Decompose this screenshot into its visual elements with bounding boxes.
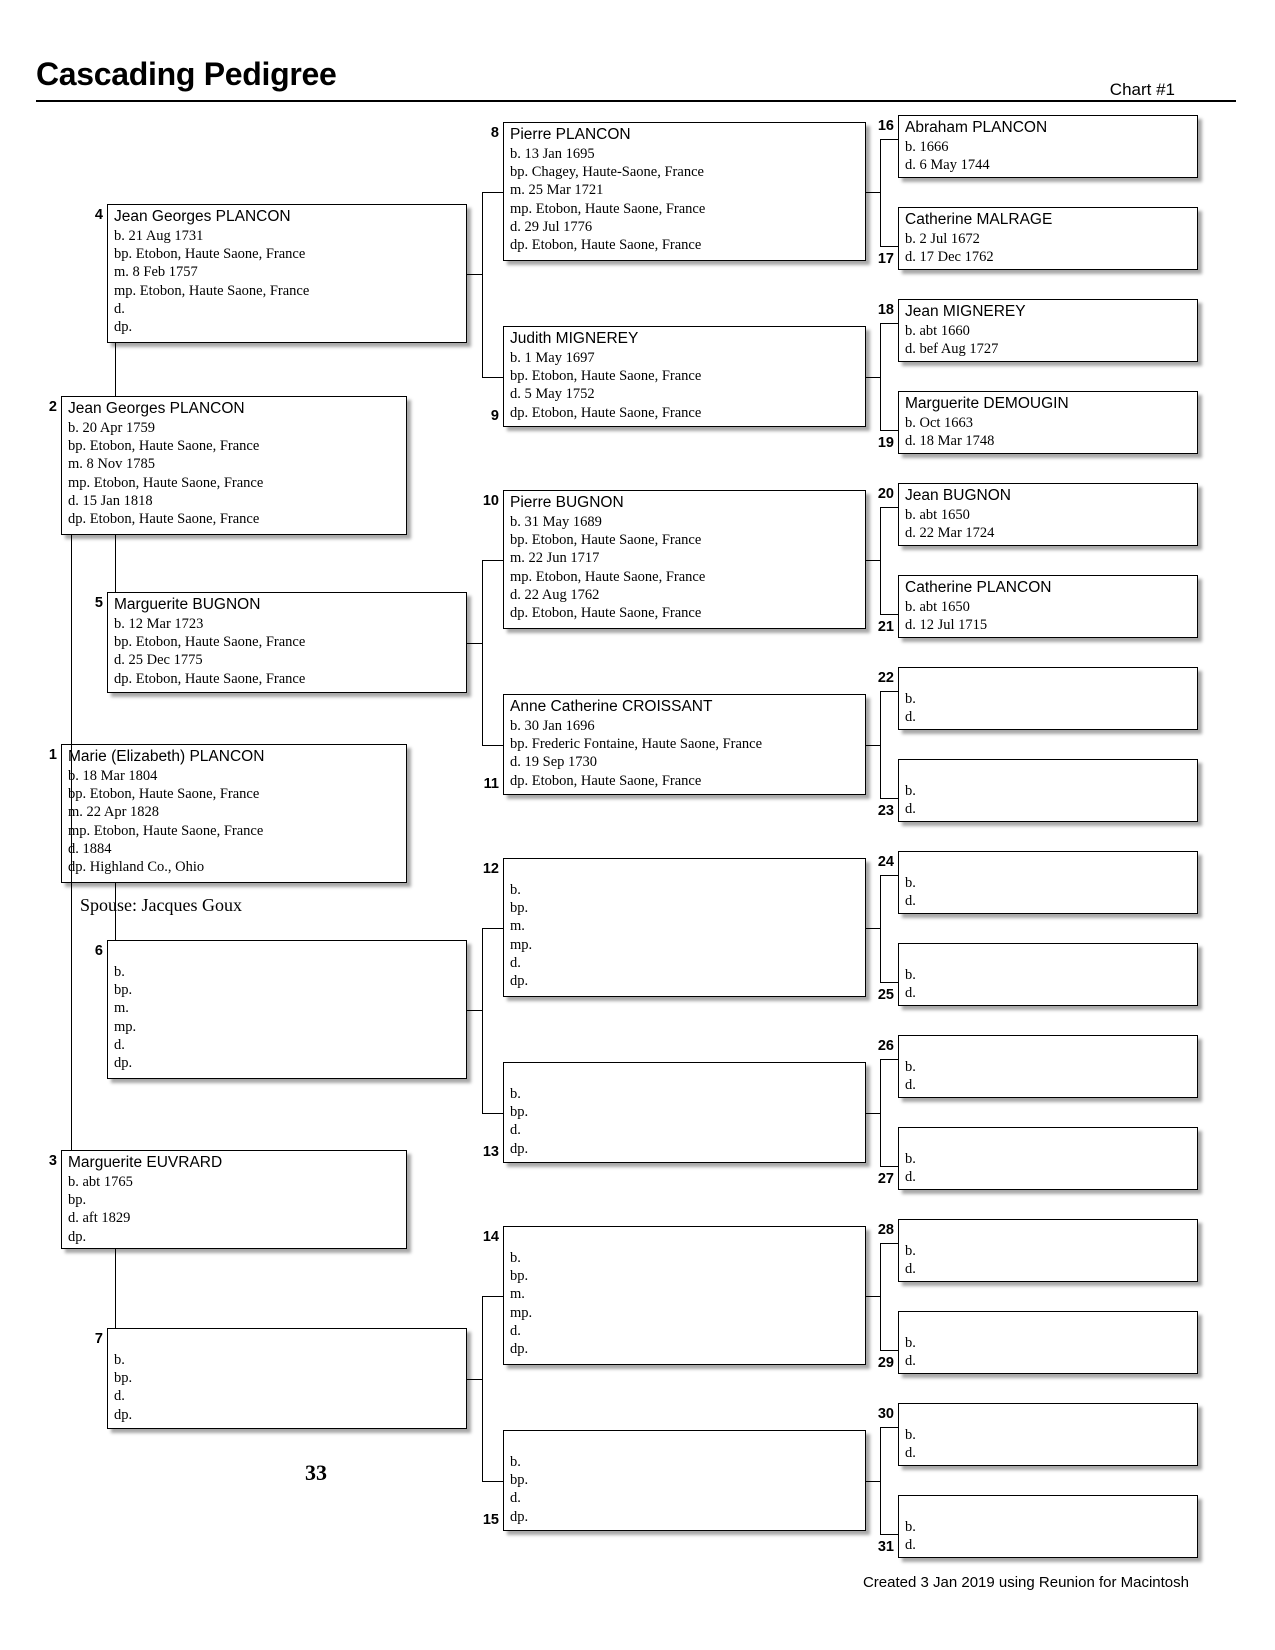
person-detail: bp. Etobon, Haute Saone, France (114, 634, 306, 651)
connector-line (880, 691, 881, 798)
person-detail: d. (905, 893, 916, 910)
person-box (898, 483, 1198, 546)
person-detail: d. 22 Mar 1724 (905, 525, 995, 542)
person-detail: m. 8 Nov 1785 (68, 456, 155, 473)
person-detail: d. 6 May 1744 (905, 157, 990, 174)
person-detail: bp. Etobon, Haute Saone, France (114, 246, 306, 263)
connector-line (467, 643, 482, 644)
person-detail: dp. Etobon, Haute Saone, France (68, 511, 260, 528)
person-name: Catherine MALRAGE (905, 211, 1053, 228)
person-detail: b. (905, 1243, 916, 1259)
person-name (905, 670, 1191, 690)
person-detail: b. (510, 1086, 521, 1102)
person-number: 22 (877, 670, 894, 686)
person-detail: b. (510, 882, 521, 898)
connector-line (880, 1243, 881, 1350)
person-number: 23 (877, 803, 894, 819)
person-detail: bp. Etobon, Haute Saone, France (68, 438, 260, 455)
person-detail: mp. (510, 936, 533, 953)
person-detail: b. (114, 964, 125, 980)
connector-line (880, 1534, 898, 1535)
connector-line (880, 139, 898, 140)
person-box (503, 122, 866, 261)
person-name (905, 762, 1191, 782)
person-detail: bp. (510, 1104, 529, 1121)
connector-line (880, 614, 898, 615)
person-box (61, 744, 407, 883)
person-detail: d. 17 Dec 1762 (905, 249, 994, 266)
person-name: Catherine PLANCON (905, 579, 1052, 596)
person-number: 26 (877, 1038, 894, 1054)
person-detail: d. 15 Jan 1818 (68, 492, 153, 509)
person-detail: mp. (510, 1304, 533, 1321)
person-detail: d. 29 Jul 1776 (510, 218, 593, 235)
connector-line (866, 1481, 880, 1482)
person-name (114, 1331, 460, 1351)
person-box (107, 940, 467, 1079)
person-number: 16 (877, 118, 894, 134)
person-box (107, 1328, 467, 1429)
person-detail: d. (905, 1077, 916, 1094)
person-detail: b. (905, 1335, 916, 1351)
connector-line (482, 192, 483, 377)
connector-line (880, 875, 898, 876)
person-detail: b. (114, 1352, 125, 1368)
connector-line (866, 1113, 880, 1114)
connector-line (866, 928, 880, 929)
person-detail: dp. (510, 1508, 529, 1525)
person-number: 9 (490, 408, 499, 424)
connector-line (880, 1427, 881, 1534)
person-number: 18 (877, 302, 894, 318)
person-box (503, 1226, 866, 1365)
connector-line (482, 745, 503, 746)
connector-line (880, 139, 881, 246)
person-detail: d. 18 Mar 1748 (905, 433, 995, 450)
person-name (905, 1314, 1191, 1334)
person-box (503, 1430, 866, 1531)
person-number: 28 (877, 1222, 894, 1238)
person-number: 14 (482, 1229, 499, 1245)
person-name: Jean BUGNON (905, 487, 1011, 504)
person-detail: bp. Frederic Fontaine, Haute Saone, France (510, 736, 763, 753)
person-detail: mp. Etobon, Haute Saone, France (114, 282, 310, 299)
person-detail: dp. Etobon, Haute Saone, France (114, 670, 306, 687)
person-name: Anne Catherine CROISSANT (510, 698, 713, 715)
person-detail: b. 1666 (905, 139, 949, 155)
person-number: 13 (482, 1144, 499, 1160)
person-detail: d. (510, 1122, 521, 1139)
person-number: 27 (877, 1171, 894, 1187)
person-detail: b. abt 1650 (905, 599, 970, 615)
chart-number: Chart #1 (1109, 80, 1175, 99)
person-box (898, 1035, 1198, 1098)
person-detail: d. (905, 1169, 916, 1186)
person-detail: d. (510, 954, 521, 971)
person-detail: b. (905, 783, 916, 799)
person-detail: b. Oct 1663 (905, 415, 974, 431)
person-detail: d. (114, 1388, 125, 1405)
person-detail: mp. Etobon, Haute Saone, France (68, 822, 264, 839)
person-detail: dp. Etobon, Haute Saone, France (510, 404, 702, 421)
connector-line (880, 1243, 898, 1244)
person-box (898, 851, 1198, 914)
person-number: 31 (877, 1539, 894, 1555)
person-name: Marguerite DEMOUGIN (905, 395, 1069, 412)
person-detail: dp. Etobon, Haute Saone, France (510, 605, 702, 622)
person-name (510, 1065, 859, 1085)
person-number: 29 (877, 1355, 894, 1371)
person-name (510, 861, 859, 881)
person-detail: d. (905, 709, 916, 726)
person-detail: b. 30 Jan 1696 (510, 718, 595, 734)
person-detail: d. 19 Sep 1730 (510, 754, 597, 771)
person-box (898, 1403, 1198, 1466)
connector-line (880, 982, 898, 983)
connector-line (880, 1427, 898, 1428)
person-detail: d. (905, 1261, 916, 1278)
person-box (898, 1311, 1198, 1374)
person-detail: b. abt 1660 (905, 323, 970, 339)
person-box (898, 391, 1198, 454)
person-detail: d. 1884 (68, 840, 112, 857)
person-number: 7 (94, 1331, 103, 1347)
person-detail: b. (510, 1454, 521, 1470)
person-name (905, 1038, 1191, 1058)
person-box (898, 115, 1198, 178)
person-detail: dp. Highland Co., Ohio (68, 859, 205, 876)
person-detail: m. (510, 1286, 525, 1303)
person-name: Pierre PLANCON (510, 126, 631, 143)
connector-line (880, 1166, 898, 1167)
person-name: Jean Georges PLANCON (114, 208, 291, 225)
person-detail: d. (510, 1490, 521, 1507)
person-detail: d. (114, 300, 125, 317)
person-detail: b. (905, 691, 916, 707)
connector-line (880, 507, 898, 508)
person-name (905, 854, 1191, 874)
connector-line (866, 560, 880, 561)
person-detail: dp. (510, 973, 529, 990)
page-number: 33 (305, 1460, 327, 1485)
person-name: Marguerite BUGNON (114, 596, 261, 613)
connector-line (482, 560, 483, 745)
person-name: Marie (Elizabeth) PLANCON (68, 748, 265, 765)
connector-line (467, 1379, 482, 1380)
person-number: 24 (877, 854, 894, 870)
connector-line (866, 192, 880, 193)
person-name: Marguerite EUVRARD (68, 1154, 223, 1171)
person-detail: b. 21 Aug 1731 (114, 228, 204, 244)
connector-line (880, 691, 898, 692)
person-number: 30 (877, 1406, 894, 1422)
connector-line (482, 928, 503, 929)
person-number: 17 (877, 251, 894, 267)
person-detail: b. (905, 1151, 916, 1167)
person-detail: d. (905, 801, 916, 818)
person-number: 11 (483, 776, 499, 792)
connector-line (866, 745, 880, 746)
person-box (503, 694, 866, 795)
person-number: 20 (877, 486, 894, 502)
footer-credit: Created 3 Jan 2019 using Reunion for Macintosh (862, 1574, 1189, 1591)
person-detail: mp. Etobon, Haute Saone, France (510, 200, 706, 217)
person-detail: bp. Etobon, Haute Saone, France (68, 786, 260, 803)
person-box (107, 204, 467, 343)
person-detail: d. (114, 1036, 125, 1053)
person-detail: bp. (68, 1192, 87, 1209)
connector-line (115, 1249, 116, 1328)
person-box (898, 575, 1198, 638)
person-box (61, 1150, 407, 1249)
person-detail: d. (510, 1322, 521, 1339)
person-name (905, 1498, 1191, 1518)
person-detail: d. (905, 1537, 916, 1554)
connector-line (482, 1481, 503, 1482)
person-detail: b. abt 1650 (905, 507, 970, 523)
person-detail: m. (114, 1000, 129, 1017)
connector-line (866, 1296, 880, 1297)
person-name (905, 1130, 1191, 1150)
person-detail: m. 22 Apr 1828 (68, 804, 160, 821)
connector-line (482, 1296, 503, 1297)
connector-line (880, 798, 898, 799)
person-box (503, 1062, 866, 1163)
connector-line (482, 1113, 503, 1114)
connector-line (880, 246, 898, 247)
person-detail: b. (905, 1059, 916, 1075)
person-detail: bp. (510, 900, 529, 917)
person-box (61, 396, 407, 535)
connector-line (880, 1350, 898, 1351)
person-detail: d. bef Aug 1727 (905, 341, 999, 358)
person-detail: m. 25 Mar 1721 (510, 182, 604, 199)
person-number: 15 (482, 1512, 499, 1528)
person-detail: bp. Etobon, Haute Saone, France (510, 532, 702, 549)
person-detail: bp. (510, 1472, 529, 1489)
connector-line (115, 343, 116, 396)
person-number: 6 (94, 943, 103, 959)
person-detail: d. aft 1829 (68, 1210, 131, 1227)
person-detail: mp. Etobon, Haute Saone, France (510, 568, 706, 585)
person-number: 12 (482, 861, 499, 877)
person-box (898, 943, 1198, 1006)
person-detail: b. 31 May 1689 (510, 514, 602, 530)
connector-line (467, 1010, 482, 1011)
connector-line (71, 535, 72, 1150)
connector-line (880, 323, 881, 430)
person-detail: b. 18 Mar 1804 (68, 768, 158, 784)
person-detail: dp. (114, 1406, 133, 1423)
person-detail: dp. Etobon, Haute Saone, France (510, 772, 702, 789)
connector-line (866, 377, 880, 378)
person-detail: dp. (114, 1055, 133, 1072)
connector-line (115, 535, 116, 592)
person-detail: d. 22 Aug 1762 (510, 586, 600, 603)
person-number: 25 (877, 987, 894, 1003)
connector-line (880, 507, 881, 614)
person-detail: b. (905, 1519, 916, 1535)
person-box (898, 299, 1198, 362)
person-number: 1 (48, 747, 57, 763)
person-detail: bp. (114, 1370, 133, 1387)
person-detail: b. (905, 1427, 916, 1443)
person-detail: b. 20 Apr 1759 (68, 420, 155, 436)
person-box (107, 592, 467, 693)
person-name (905, 946, 1191, 966)
person-detail: b. 2 Jul 1672 (905, 231, 980, 247)
person-detail: d. (905, 1445, 916, 1462)
connector-line (880, 323, 898, 324)
person-detail: b. (905, 875, 916, 891)
connector-line (880, 1059, 898, 1060)
person-detail: bp. Etobon, Haute Saone, France (510, 368, 702, 385)
connector-line (467, 274, 482, 275)
person-detail: mp. Etobon, Haute Saone, France (68, 474, 264, 491)
title-rule (36, 100, 1236, 102)
connector-line (482, 1296, 483, 1481)
person-detail: bp. (510, 1268, 529, 1285)
connector-line (880, 875, 881, 982)
connector-line (880, 1059, 881, 1166)
person-detail: d. 12 Jul 1715 (905, 617, 988, 634)
person-box (503, 490, 866, 629)
person-number: 2 (48, 399, 57, 415)
person-name: Jean MIGNEREY (905, 303, 1026, 320)
person-detail: b. abt 1765 (68, 1174, 133, 1190)
person-name: Abraham PLANCON (905, 119, 1048, 136)
connector-line (880, 430, 898, 431)
person-detail: mp. (114, 1018, 137, 1035)
person-box (898, 667, 1198, 730)
person-name (510, 1433, 859, 1453)
person-number: 8 (490, 125, 499, 141)
person-number: 10 (482, 493, 499, 509)
person-name (510, 1229, 859, 1249)
person-number: 5 (94, 595, 103, 611)
connector-line (482, 560, 503, 561)
person-detail: b. 12 Mar 1723 (114, 616, 204, 632)
spouse-note: Spouse: Jacques Goux (80, 895, 242, 915)
connector-line (482, 192, 503, 193)
person-detail: dp. (114, 319, 133, 336)
person-box (898, 759, 1198, 822)
person-box (503, 858, 866, 997)
connector-line (482, 377, 503, 378)
person-number: 4 (94, 207, 103, 223)
person-box (503, 326, 866, 427)
person-detail: b. 13 Jan 1695 (510, 146, 595, 162)
person-box (898, 1219, 1198, 1282)
person-box (898, 1127, 1198, 1190)
person-name (114, 943, 460, 963)
person-detail: m. 8 Feb 1757 (114, 264, 198, 281)
person-detail: dp. (510, 1140, 529, 1157)
page-title: Cascading Pedigree (36, 56, 337, 92)
person-detail: d. (905, 985, 916, 1002)
person-name (905, 1222, 1191, 1242)
person-number: 3 (48, 1153, 57, 1169)
person-box (898, 1495, 1198, 1558)
person-box (898, 207, 1198, 270)
person-detail: b. (510, 1250, 521, 1266)
person-number: 21 (877, 619, 894, 635)
person-detail: dp. (68, 1228, 87, 1245)
person-name: Jean Georges PLANCON (68, 400, 245, 417)
person-detail: bp. (114, 982, 133, 999)
person-name (905, 1406, 1191, 1426)
person-number: 19 (877, 435, 894, 451)
person-detail: m. 22 Jun 1717 (510, 550, 600, 567)
person-name: Pierre BUGNON (510, 494, 624, 511)
person-detail: d. 25 Dec 1775 (114, 652, 203, 669)
person-detail: b. (905, 967, 916, 983)
person-detail: dp. Etobon, Haute Saone, France (510, 237, 702, 254)
person-detail: b. 1 May 1697 (510, 350, 595, 366)
person-name: Judith MIGNEREY (510, 330, 639, 347)
person-detail: m. (510, 918, 525, 935)
person-detail: dp. (510, 1341, 529, 1358)
person-detail: d. 5 May 1752 (510, 386, 595, 403)
person-detail: bp. Chagey, Haute-Saone, France (510, 164, 704, 181)
connector-line (482, 928, 483, 1113)
person-detail: d. (905, 1353, 916, 1370)
